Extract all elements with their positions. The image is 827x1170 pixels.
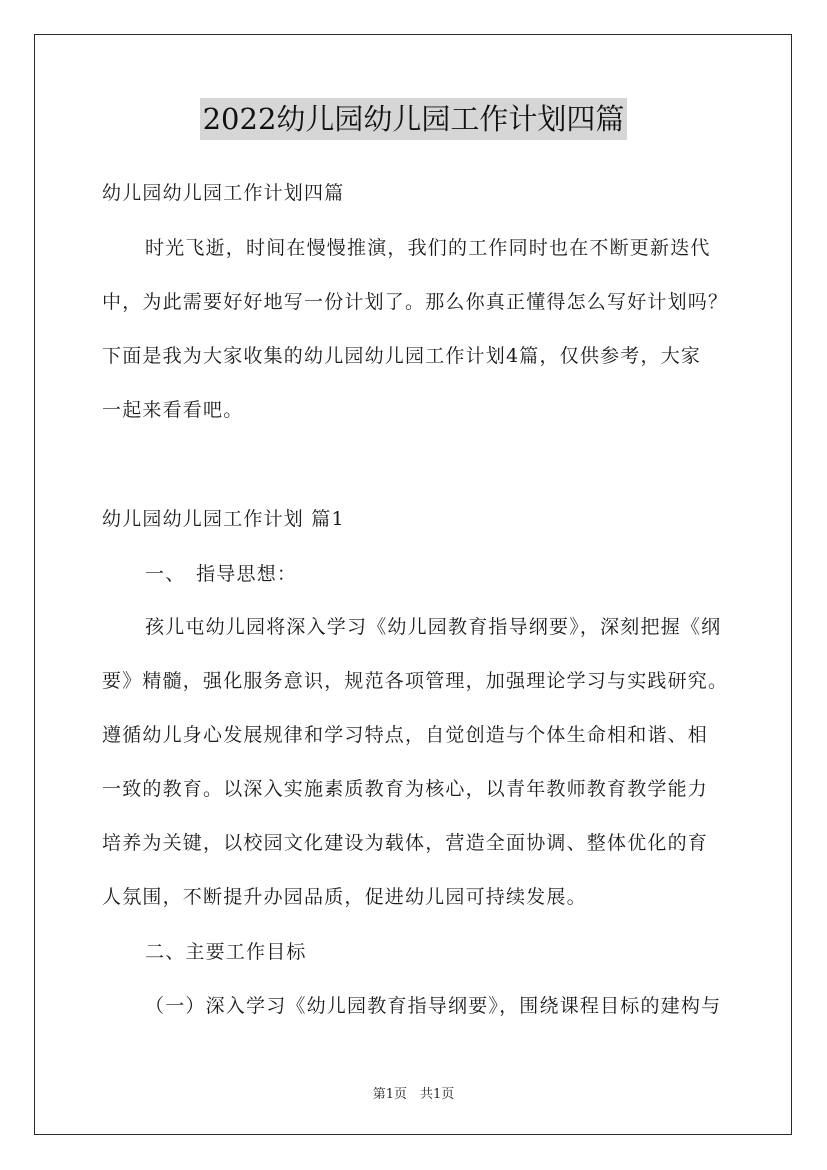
heading-guiding-thought: 一、 指导思想： bbox=[145, 563, 298, 585]
intro-line-1: 时光飞逝，时间在慢慢推演，我们的工作同时也在不断更新迭代 bbox=[145, 237, 711, 259]
document-title: 2022幼儿园幼儿园工作计划四篇 bbox=[200, 98, 628, 140]
section-heading: 幼儿园幼儿园工作计划 篇1 bbox=[102, 508, 345, 530]
intro-line-2: 中，为此需要好好地写一份计划了。那么你真正懂得怎么写好计划吗？ bbox=[102, 291, 729, 313]
heading-main-goals: 二、主要工作目标 bbox=[145, 941, 307, 963]
document-subtitle: 幼儿园幼儿园工作计划四篇 bbox=[102, 182, 345, 204]
paragraph-line-2: 要》精髓，强化服务意识，规范各项管理，加强理论学习与实践研究。 bbox=[102, 670, 729, 692]
paragraph-line-6: 人氛围，不断提升办园品质，促进幼儿园可持续发展。 bbox=[102, 886, 587, 908]
paragraph-line-5: 培养为关键，以校园文化建设为载体，营造全面协调、整体优化的育 bbox=[102, 832, 709, 854]
paragraph-line-4: 一致的教育。以深入实施素质教育为核心，以青年教师教育教学能力 bbox=[102, 778, 709, 800]
paragraph-line-1: 孩儿屯幼儿园将深入学习《幼儿园教育指导纲要》，深刻把握《纲 bbox=[145, 616, 722, 638]
intro-line-3: 下面是我为大家收集的幼儿园幼儿园工作计划4篇，仅供参考，大家 bbox=[102, 345, 702, 367]
title-container bbox=[0, 98, 827, 140]
goal-item-1: （一）深入学习《幼儿园教育指导纲要》，围绕课程目标的建构与 bbox=[145, 995, 722, 1017]
paragraph-line-3: 遵循幼儿身心发展规律和学习特点，自觉创造与个体生命相和谐、相 bbox=[102, 724, 709, 746]
intro-line-4: 一起来看看吧。 bbox=[102, 399, 244, 421]
page-footer: 第1页 共1页 bbox=[372, 1087, 455, 1102]
